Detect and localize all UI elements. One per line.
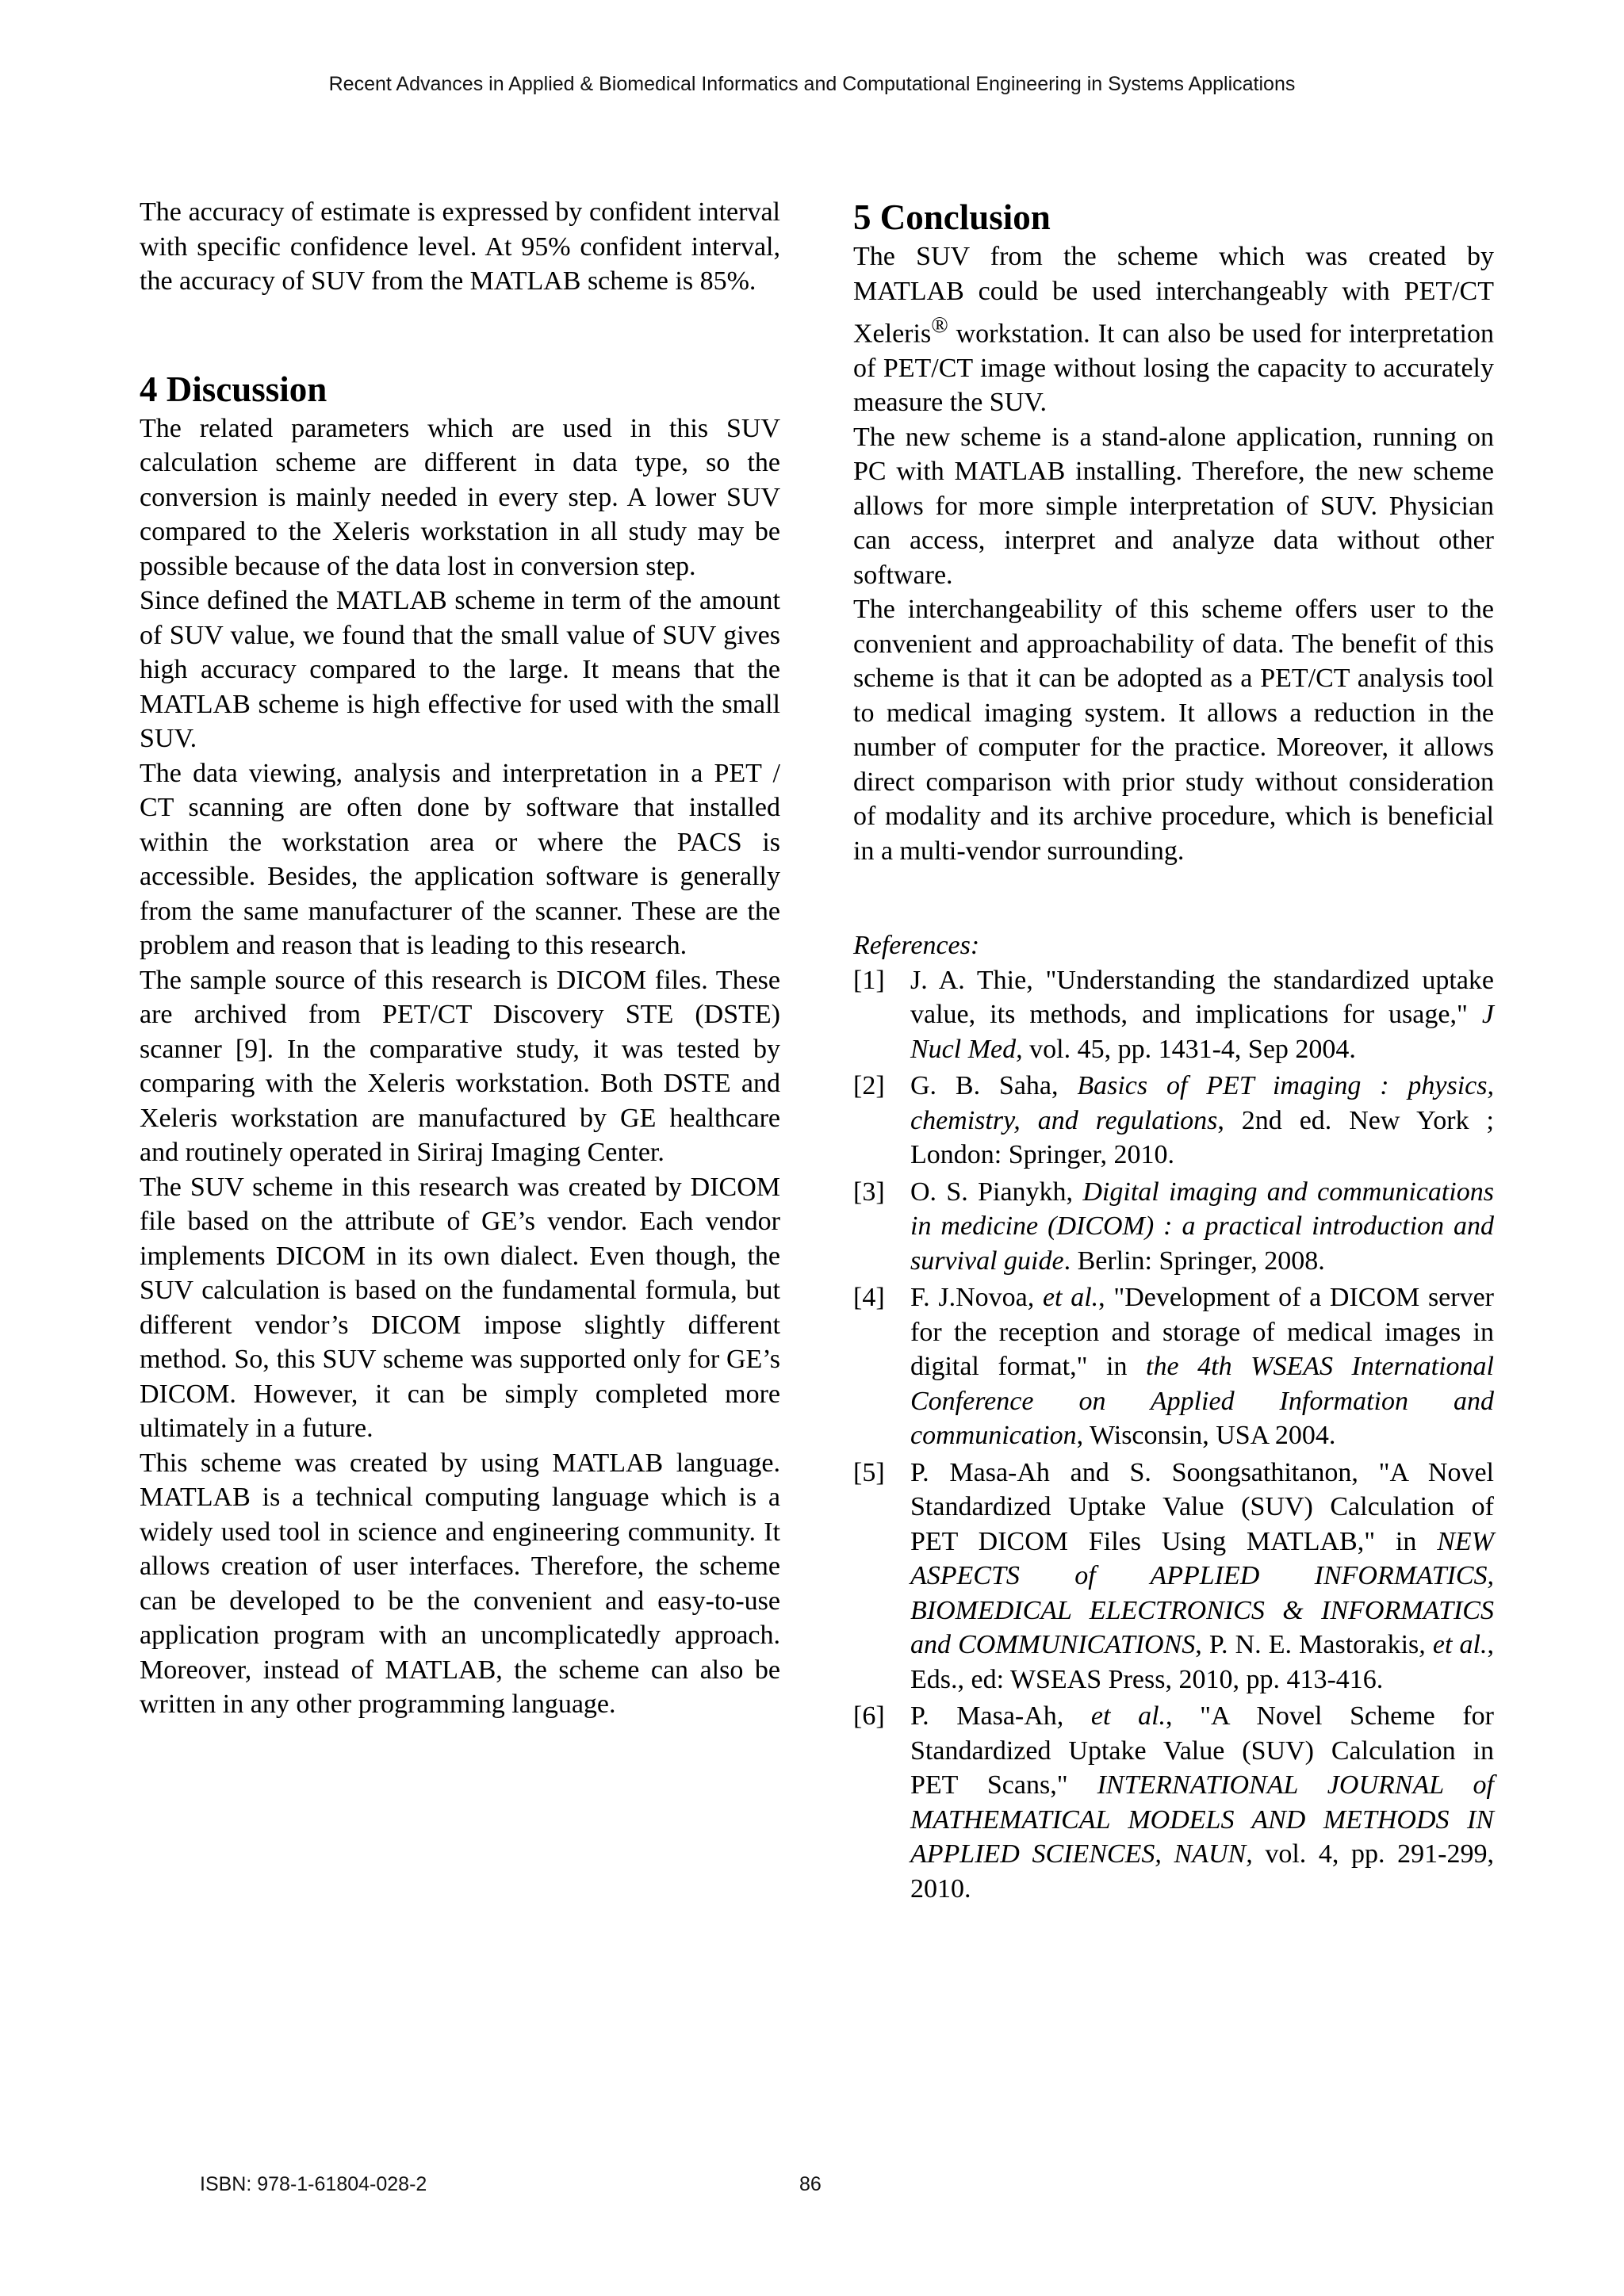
- conclusion-text: The SUV from the scheme which was created by MATLAB could be used interchangeably with PET/CT Xeleris: [853, 242, 1494, 349]
- references-title: References:: [853, 931, 980, 961]
- discussion-paragraph: The SUV scheme in this research was created by DICOM file based on the attribute of GE’s vendor. Each vendor implements DICOM in its own dialect. Even though, the SUV calculation is based on the fundamental formula, but different vendor’s DICOM impose slightly different method. So, this SUV scheme was supported only for GE’s DICOM. However, it can be simply completed more ultimately in a future.: [140, 1172, 780, 1443]
- reference-item: [853, 1456, 1494, 1697]
- discussion-paragraph: The related parameters which are used in this SUV calculation scheme are different in data type, so the conversion is mainly needed in every step. A lower SUV compared to the Xeleris workstation in all study may be possible because of the data lost in conversion step.: [140, 413, 780, 581]
- section-gap: [140, 299, 780, 367]
- discussion-heading: 4 Discussion: [140, 369, 327, 409]
- right-column: [853, 195, 1494, 1908]
- discussion-paragraph: The data viewing, analysis and interpretation in a PET / CT scanning are often done by software that installed within the workstation area or where the PACS is accessible. Besides, the application software is generally from the same manufacturer of the scanner. These are the problem and reason that is leading to this research.: [140, 758, 780, 960]
- ref-part: , Eds., ed: WSEAS Press, 2010, pp. 413-416.: [910, 1630, 1494, 1694]
- ref-part: vol. 45, pp. 1431-4, Sep 2004.: [1022, 1034, 1356, 1064]
- ref-italic: the 4th WSEAS International Conference on Applied Information and communication: [910, 1352, 1494, 1451]
- reference-item: [853, 1699, 1494, 1906]
- ref-part: F. J.Novoa: [910, 1283, 1028, 1313]
- reference-number: [1]: [853, 965, 885, 995]
- discussion-paragraph: The sample source of this research is DICOM files. These are archived from PET/CT Discovery STE (DSTE) scanner [9]. In the comparative study, it was tested by comparing with the Xeleris workstation. Both DSTE and Xeleris workstation are manufactured by GE healthcare and routinely operated in Siriraj Imaging Center.: [140, 965, 780, 1167]
- ref-italic: , et al.: [1419, 1630, 1488, 1660]
- reference-text: [910, 963, 1494, 1067]
- reference-item: [853, 1069, 1494, 1173]
- discussion-paragraph: Since defined the MATLAB scheme in term of the amount of SUV value, we found that the small value of SUV gives high accuracy compared to the large. It means that the MATLAB scheme is high effective for used with the small SUV.: [140, 586, 780, 753]
- ref-part: vol. 4, pp. 291-299, 2010.: [910, 1839, 1494, 1904]
- isbn-footer: ISBN: 978-1-61804-028-2: [200, 2173, 427, 2195]
- reference-number: [2]: [853, 1071, 885, 1101]
- reference-number: [3]: [853, 1177, 885, 1207]
- reference-number: [4]: [853, 1283, 885, 1313]
- page-number: 86: [799, 2173, 822, 2195]
- registered-mark: ®: [931, 313, 948, 338]
- ref-part: G. B. Saha,: [910, 1071, 1078, 1101]
- left-column: [140, 195, 780, 1722]
- ref-part: P. Masa-Ah: [910, 1701, 1057, 1732]
- ref-italic: , et al.: [1027, 1283, 1099, 1313]
- reference-item: [853, 1175, 1494, 1279]
- ref-part: , 2nd ed. New York ; London: Springer, 2010.: [910, 1105, 1494, 1170]
- intro-paragraph: The accuracy of estimate is expressed by confident interval with specific confidence level. At 95% confident interval, the accuracy of SUV from the MATLAB scheme is 85%.: [140, 197, 780, 296]
- ref-part: O. S. Pianykh,: [910, 1177, 1083, 1207]
- reference-text: [910, 1175, 1494, 1279]
- ref-part: . Berlin: Springer, 2008.: [1063, 1246, 1325, 1276]
- ref-part: , P. N. E. Mastorakis: [1195, 1630, 1419, 1660]
- reference-item: [853, 963, 1494, 1067]
- ref-part: , "Development of a DICOM server for the reception and storage of medical images in digital format," in: [910, 1283, 1495, 1382]
- ref-italic: Digital imaging and communications in medicine (DICOM) : a practical introduction and survival guide: [910, 1177, 1494, 1276]
- running-header: Recent Advances in Applied & Biomedical Informatics and Computational Engineering in Systems Applications: [328, 73, 1296, 95]
- ref-part: P. Masa-Ah and S. Soongsathitanon, "A Novel Standardized Uptake Value (SUV) Calculation of PET DICOM Files Using MATLAB," in: [910, 1457, 1494, 1556]
- ref-italic: J Nucl Med,: [910, 1000, 1494, 1064]
- conclusion-paragraph: [853, 239, 1494, 420]
- ref-part: , "A Novel Scheme for Standardized Uptake Value (SUV) Calculation in PET Scans,": [910, 1701, 1494, 1800]
- ref-part: J. A. Thie, "Understanding the standardized uptake value, its methods, and implications for usage,": [910, 965, 1494, 1030]
- reference-text: [910, 1069, 1494, 1173]
- reference-text: [910, 1456, 1494, 1697]
- conclusion-paragraph: The interchangeability of this scheme offers user to the convenient and approachability of data. The benefit of this scheme is that it can be adopted as a PET/CT analysis tool to medical imaging system. It allows a reduction in the number of computer for the practice. Moreover, it allows direct comparison with prior study without consideration of modality and its archive procedure, which is beneficial in a multi-vendor surrounding.: [853, 595, 1494, 866]
- ref-italic: , et al.: [1056, 1701, 1166, 1732]
- ref-part: , Wisconsin, USA 2004.: [1076, 1421, 1336, 1451]
- discussion-paragraph: This scheme was created by using MATLAB language. MATLAB is a technical computing language which is a widely used tool in science and engineering community. It allows creation of user interfaces. Therefore, the scheme can be developed to be the convenient and easy-to-use application program with an uncomplicatedly approach. Moreover, instead of MATLAB, the scheme can also be written in any other programming language.: [140, 1448, 780, 1719]
- conclusion-text: workstation. It can also be used for interpretation of PET/CT image without losing the capacity to accurately measure the SUV.: [853, 319, 1494, 418]
- section-gap: [853, 868, 1494, 928]
- conclusion-paragraph: The new scheme is a stand-alone application, running on PC with MATLAB installing. Therefore, the new scheme allows for more simple interpretation of SUV. Physician can access, interpret and analyze data without other software.: [853, 422, 1494, 590]
- reference-number: [6]: [853, 1701, 885, 1732]
- reference-text: [910, 1280, 1494, 1453]
- reference-item: [853, 1280, 1494, 1453]
- ref-italic: Basics of PET imaging : physics, chemistry, and regulations: [910, 1071, 1494, 1135]
- ref-italic: INTERNATIONAL JOURNAL of MATHEMATICAL MODELS AND METHODS IN APPLIED SCIENCES, NAUN,: [910, 1770, 1494, 1869]
- conclusion-heading: 5 Conclusion: [853, 197, 1051, 237]
- reference-text: [910, 1699, 1494, 1906]
- reference-number: [5]: [853, 1457, 885, 1487]
- ref-italic: NEW ASPECTS of APPLIED INFORMATICS, BIOMEDICAL ELECTRONICS & INFORMATICS and COMMUNICATIONS: [910, 1526, 1494, 1660]
